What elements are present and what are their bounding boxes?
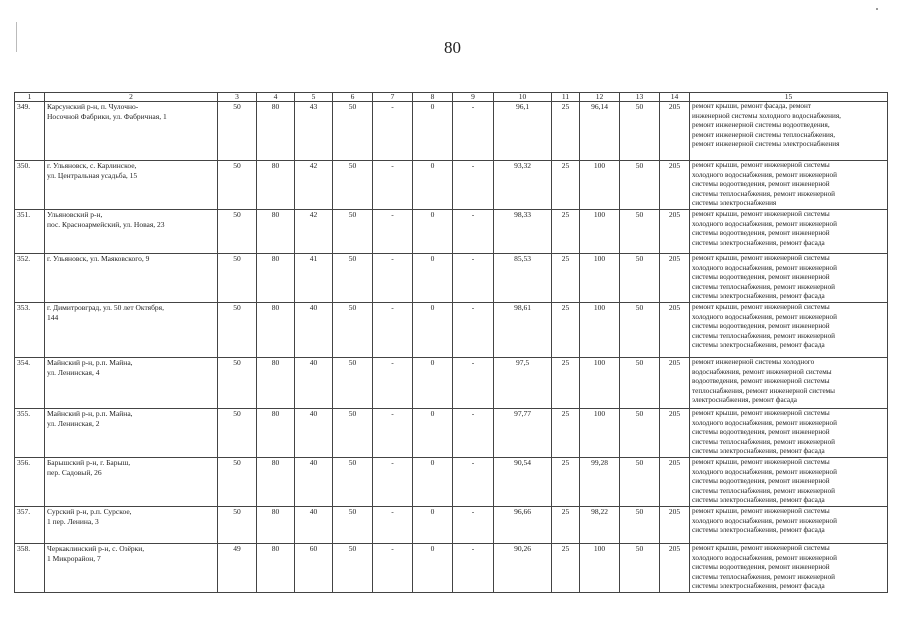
address-line: Ульяновский р-н, — [47, 209, 103, 219]
value-cell-c11: 25 — [552, 357, 580, 408]
works-line: системы водоотведения, ремонт инженерной — [692, 322, 830, 331]
address-line: г. Димитровград, ул. 50 лет Октября, — [47, 302, 164, 312]
value-cell-c3: 50 — [218, 457, 257, 506]
value-cell-c12: 100 — [580, 209, 620, 253]
row-number: 353. — [15, 302, 45, 357]
works-line: системы теплоснабжения, ремонт инженерной — [692, 331, 836, 340]
works-line: ремонт крыши, ремонт инженерной системы — [692, 161, 830, 169]
value-cell-c11: 25 — [552, 457, 580, 506]
value-cell-c8: 0 — [413, 357, 453, 408]
row-number: 356. — [15, 457, 45, 506]
works-line: холодного водоснабжения, ремонт инженерной — [692, 516, 837, 525]
address-line: Барышский р-н, г. Барыш, — [47, 457, 131, 467]
value-cell-c7: - — [373, 302, 413, 357]
works-line: холодного водоснабжения, ремонт инженерной — [692, 467, 837, 476]
works-line: ремонт крыши, ремонт инженерной системы — [692, 506, 830, 515]
table-row — [15, 161, 888, 210]
table-row — [15, 253, 888, 302]
works-line: инженерной системы холодного водоснабжения, — [692, 111, 841, 120]
address-line: Носочной Фабрики, ул. Фабричная, 1 — [47, 111, 167, 121]
column-number: 3 — [218, 93, 257, 102]
value-cell-c10: 96,1 — [494, 102, 552, 161]
value-cell-c12: 99,28 — [580, 457, 620, 506]
value-cell-c11: 25 — [552, 408, 580, 457]
value-cell-c9: - — [453, 253, 494, 302]
value-cell-c5: 60 — [295, 543, 333, 592]
value-cell-c13: 50 — [620, 102, 660, 161]
value-cell-c10: 98,61 — [494, 302, 552, 357]
value-cell-c4: 80 — [257, 457, 295, 506]
works-line: системы электроснабжения, ремонт фасада — [692, 238, 825, 247]
works-line: холодного водоснабжения, ремонт инженерной — [692, 170, 837, 179]
value-cell-c11: 25 — [552, 253, 580, 302]
value-cell-c13: 50 — [620, 506, 660, 543]
address-cell — [45, 408, 218, 457]
works-cell — [690, 102, 888, 161]
works-line: ремонт крыши, ремонт инженерной системы — [692, 253, 830, 262]
works-line: холодного водоснабжения, ремонт инженерной — [692, 312, 837, 321]
row-number: 358. — [15, 543, 45, 592]
address-line: ул. Ленинская, 2 — [47, 418, 100, 428]
address-line: Карсунский р-н, п. Чулочно- — [47, 102, 139, 111]
value-cell-c7: - — [373, 543, 413, 592]
value-cell-c11: 25 — [552, 506, 580, 543]
value-cell-c9: - — [453, 543, 494, 592]
column-number: 4 — [257, 93, 295, 102]
value-cell-c5: 42 — [295, 209, 333, 253]
column-number: 5 — [295, 93, 333, 102]
value-cell-c4: 80 — [257, 253, 295, 302]
address-cell — [45, 506, 218, 543]
value-cell-c13: 50 — [620, 253, 660, 302]
works-line: холодного водоснабжения, ремонт инженерной — [692, 418, 837, 427]
value-cell-c14: 205 — [660, 457, 690, 506]
works-line: теплоснабжения, ремонт инженерной системы — [692, 386, 836, 395]
works-line: ремонт инженерной системы водоотведения, — [692, 121, 830, 130]
value-cell-c7: - — [373, 253, 413, 302]
value-cell-c5: 40 — [295, 357, 333, 408]
row-number: 355. — [15, 408, 45, 457]
column-number: 2 — [45, 93, 218, 102]
works-line: ремонт инженерной системы электроснабжения — [692, 140, 840, 149]
value-cell-c9: - — [453, 302, 494, 357]
value-cell-c12: 100 — [580, 253, 620, 302]
value-cell-c5: 41 — [295, 253, 333, 302]
value-cell-c14: 205 — [660, 408, 690, 457]
works-cell — [690, 357, 888, 408]
value-cell-c13: 50 — [620, 357, 660, 408]
works-line: холодного водоснабжения, ремонт инженерной — [692, 219, 837, 228]
address-line: 144 — [47, 312, 59, 322]
value-cell-c4: 80 — [257, 161, 295, 210]
value-cell-c11: 25 — [552, 102, 580, 161]
table-row — [15, 102, 888, 161]
table-row — [15, 408, 888, 457]
value-cell-c14: 205 — [660, 302, 690, 357]
value-cell-c9: - — [453, 209, 494, 253]
value-cell-c6: 50 — [333, 506, 373, 543]
value-cell-c14: 205 — [660, 543, 690, 592]
works-line: системы водоотведения, ремонт инженерной — [692, 428, 830, 437]
value-cell-c6: 50 — [333, 209, 373, 253]
works-line: системы электроснабжения — [692, 199, 777, 208]
works-cell — [690, 209, 888, 253]
value-cell-c9: - — [453, 457, 494, 506]
value-cell-c3: 50 — [218, 302, 257, 357]
address-line: 1 пер. Ленина, 3 — [47, 516, 99, 526]
value-cell-c13: 50 — [620, 457, 660, 506]
value-cell-c12: 100 — [580, 543, 620, 592]
value-cell-c4: 80 — [257, 543, 295, 592]
value-cell-c8: 0 — [413, 161, 453, 210]
value-cell-c5: 40 — [295, 457, 333, 506]
address-line: Майнский р-н, р.п. Майна, — [47, 408, 133, 418]
value-cell-c3: 50 — [218, 357, 257, 408]
value-cell-c4: 80 — [257, 506, 295, 543]
value-cell-c11: 25 — [552, 302, 580, 357]
value-cell-c6: 50 — [333, 357, 373, 408]
value-cell-c12: 100 — [580, 161, 620, 210]
value-cell-c10: 90,54 — [494, 457, 552, 506]
value-cell-c10: 96,66 — [494, 506, 552, 543]
value-cell-c14: 205 — [660, 357, 690, 408]
works-line: системы электроснабжения, ремонт фасада — [692, 496, 825, 505]
table-row — [15, 506, 888, 543]
column-number: 8 — [413, 93, 453, 102]
value-cell-c11: 25 — [552, 161, 580, 210]
table-row — [15, 302, 888, 357]
value-cell-c11: 25 — [552, 209, 580, 253]
value-cell-c6: 50 — [333, 102, 373, 161]
works-line: системы электроснабжения, ремонт фасада — [692, 341, 825, 350]
works-line: системы водоотведения, ремонт инженерной — [692, 563, 830, 572]
value-cell-c9: - — [453, 161, 494, 210]
works-line: системы водоотведения, ремонт инженерной — [692, 229, 830, 238]
value-cell-c12: 96,14 — [580, 102, 620, 161]
value-cell-c5: 40 — [295, 506, 333, 543]
value-cell-c3: 50 — [218, 102, 257, 161]
column-number: 10 — [494, 93, 552, 102]
value-cell-c3: 50 — [218, 408, 257, 457]
works-cell — [690, 253, 888, 302]
column-number: 11 — [552, 93, 580, 102]
column-number: 7 — [373, 93, 413, 102]
works-line: электроснабжения, ремонт фасада — [692, 396, 797, 405]
table-body — [15, 93, 888, 593]
works-line: водоотведения, ремонт инженерной системы — [692, 377, 830, 386]
value-cell-c13: 50 — [620, 408, 660, 457]
value-cell-c12: 100 — [580, 408, 620, 457]
works-cell — [690, 543, 888, 592]
row-number: 351. — [15, 209, 45, 253]
value-cell-c8: 0 — [413, 543, 453, 592]
value-cell-c7: - — [373, 408, 413, 457]
value-cell-c13: 50 — [620, 302, 660, 357]
value-cell-c9: - — [453, 102, 494, 161]
row-number: 349. — [15, 102, 45, 161]
works-cell — [690, 161, 888, 210]
value-cell-c8: 0 — [413, 253, 453, 302]
address-line: пер. Садовый, 26 — [47, 467, 102, 477]
works-line: системы теплоснабжения, ремонт инженерной — [692, 486, 836, 495]
value-cell-c3: 50 — [218, 161, 257, 210]
table-row — [15, 209, 888, 253]
row-number: 357. — [15, 506, 45, 543]
works-line: ремонт крыши, ремонт инженерной системы — [692, 543, 830, 552]
works-line: системы электроснабжения, ремонт фасада — [692, 447, 825, 456]
address-cell — [45, 102, 218, 161]
value-cell-c9: - — [453, 357, 494, 408]
address-cell — [45, 302, 218, 357]
value-cell-c6: 50 — [333, 543, 373, 592]
works-line: холодного водоснабжения, ремонт инженерной — [692, 553, 837, 562]
works-cell — [690, 408, 888, 457]
column-number: 13 — [620, 93, 660, 102]
value-cell-c9: - — [453, 506, 494, 543]
address-line: ул. Ленинская, 4 — [47, 367, 100, 377]
row-number: 350. — [15, 161, 45, 210]
value-cell-c14: 205 — [660, 161, 690, 210]
value-cell-c13: 50 — [620, 543, 660, 592]
works-line: системы электроснабжения, ремонт фасада — [692, 582, 825, 591]
address-line: г. Ульяновск, ул. Маяковского, 9 — [47, 253, 150, 263]
row-number: 352. — [15, 253, 45, 302]
column-number: 12 — [580, 93, 620, 102]
column-number: 14 — [660, 93, 690, 102]
works-line: системы водоотведения, ремонт инженерной — [692, 180, 830, 189]
value-cell-c7: - — [373, 357, 413, 408]
column-number: 1 — [15, 93, 45, 102]
address-cell — [45, 209, 218, 253]
value-cell-c3: 50 — [218, 209, 257, 253]
table-row — [15, 543, 888, 592]
value-cell-c7: - — [373, 102, 413, 161]
value-cell-c14: 205 — [660, 102, 690, 161]
row-number: 354. — [15, 357, 45, 408]
value-cell-c10: 93,32 — [494, 161, 552, 210]
value-cell-c9: - — [453, 408, 494, 457]
value-cell-c12: 100 — [580, 357, 620, 408]
value-cell-c3: 49 — [218, 543, 257, 592]
value-cell-c7: - — [373, 209, 413, 253]
housing-repair-table — [14, 92, 888, 593]
works-line: ремонт инженерной системы холодного — [692, 357, 815, 366]
value-cell-c8: 0 — [413, 457, 453, 506]
value-cell-c14: 205 — [660, 209, 690, 253]
works-line: ремонт крыши, ремонт фасада, ремонт — [692, 102, 811, 110]
address-cell — [45, 253, 218, 302]
works-line: системы электроснабжения, ремонт фасада — [692, 526, 825, 535]
value-cell-c5: 40 — [295, 302, 333, 357]
value-cell-c4: 80 — [257, 302, 295, 357]
address-line: Черкаклинский р-н, с. Озёрки, — [47, 543, 145, 553]
works-cell — [690, 457, 888, 506]
value-cell-c6: 50 — [333, 457, 373, 506]
value-cell-c3: 50 — [218, 506, 257, 543]
column-number: 6 — [333, 93, 373, 102]
value-cell-c14: 205 — [660, 506, 690, 543]
value-cell-c6: 50 — [333, 302, 373, 357]
value-cell-c8: 0 — [413, 209, 453, 253]
works-line: системы водоотведения, ремонт инженерной — [692, 273, 830, 282]
works-cell — [690, 302, 888, 357]
address-line: Майнский р-н, р.п. Майна, — [47, 357, 133, 367]
table-row — [15, 457, 888, 506]
value-cell-c6: 50 — [333, 408, 373, 457]
value-cell-c6: 50 — [333, 253, 373, 302]
value-cell-c12: 100 — [580, 302, 620, 357]
scan-mark — [876, 8, 878, 10]
value-cell-c5: 40 — [295, 408, 333, 457]
value-cell-c7: - — [373, 161, 413, 210]
value-cell-c10: 98,33 — [494, 209, 552, 253]
works-line: ремонт крыши, ремонт инженерной системы — [692, 209, 830, 218]
address-line: г. Ульяновск, с. Карлинское, — [47, 161, 137, 170]
value-cell-c8: 0 — [413, 302, 453, 357]
value-cell-c7: - — [373, 506, 413, 543]
value-cell-c8: 0 — [413, 506, 453, 543]
works-line: холодного водоснабжения, ремонт инженерной — [692, 263, 837, 272]
value-cell-c4: 80 — [257, 357, 295, 408]
address-line: ул. Центральная усадьба, 15 — [47, 170, 138, 180]
page-number: 80 — [444, 38, 461, 57]
address-cell — [45, 457, 218, 506]
value-cell-c10: 97,77 — [494, 408, 552, 457]
works-cell — [690, 506, 888, 543]
value-cell-c4: 80 — [257, 102, 295, 161]
works-line: ремонт инженерной системы теплоснабжения, — [692, 130, 836, 139]
value-cell-c3: 50 — [218, 253, 257, 302]
value-cell-c5: 43 — [295, 102, 333, 161]
works-line: системы теплоснабжения, ремонт инженерной — [692, 572, 836, 581]
column-number: 15 — [690, 93, 888, 102]
works-line: системы теплоснабжения, ремонт инженерной — [692, 282, 836, 291]
address-line: Сурский р-н, р.п. Сурское, — [47, 506, 132, 516]
works-line: системы водоотведения, ремонт инженерной — [692, 477, 830, 486]
value-cell-c13: 50 — [620, 161, 660, 210]
value-cell-c8: 0 — [413, 102, 453, 161]
address-cell — [45, 357, 218, 408]
value-cell-c10: 85,53 — [494, 253, 552, 302]
value-cell-c10: 97,5 — [494, 357, 552, 408]
value-cell-c4: 80 — [257, 209, 295, 253]
works-line: системы теплоснабжения, ремонт инженерной — [692, 189, 836, 198]
column-numbers-row — [15, 93, 888, 102]
value-cell-c12: 98,22 — [580, 506, 620, 543]
address-line: пос. Красноармейский, ул. Новая, 23 — [47, 219, 165, 229]
works-line: ремонт крыши, ремонт инженерной системы — [692, 302, 830, 311]
value-cell-c5: 42 — [295, 161, 333, 210]
value-cell-c10: 90,26 — [494, 543, 552, 592]
value-cell-c4: 80 — [257, 408, 295, 457]
value-cell-c6: 50 — [333, 161, 373, 210]
value-cell-c8: 0 — [413, 408, 453, 457]
value-cell-c11: 25 — [552, 543, 580, 592]
works-line: водоснабжения, ремонт инженерной системы — [692, 367, 832, 376]
address-line: 1 Микрорайон, 7 — [47, 553, 101, 563]
works-line: системы теплоснабжения, ремонт инженерной — [692, 437, 836, 446]
works-line: системы электроснабжения, ремонт фасада — [692, 292, 825, 301]
value-cell-c13: 50 — [620, 209, 660, 253]
value-cell-c7: - — [373, 457, 413, 506]
value-cell-c14: 205 — [660, 253, 690, 302]
column-number: 9 — [453, 93, 494, 102]
works-line: ремонт крыши, ремонт инженерной системы — [692, 408, 830, 417]
works-line: ремонт крыши, ремонт инженерной системы — [692, 457, 830, 466]
address-cell — [45, 543, 218, 592]
address-cell — [45, 161, 218, 210]
table-row — [15, 357, 888, 408]
